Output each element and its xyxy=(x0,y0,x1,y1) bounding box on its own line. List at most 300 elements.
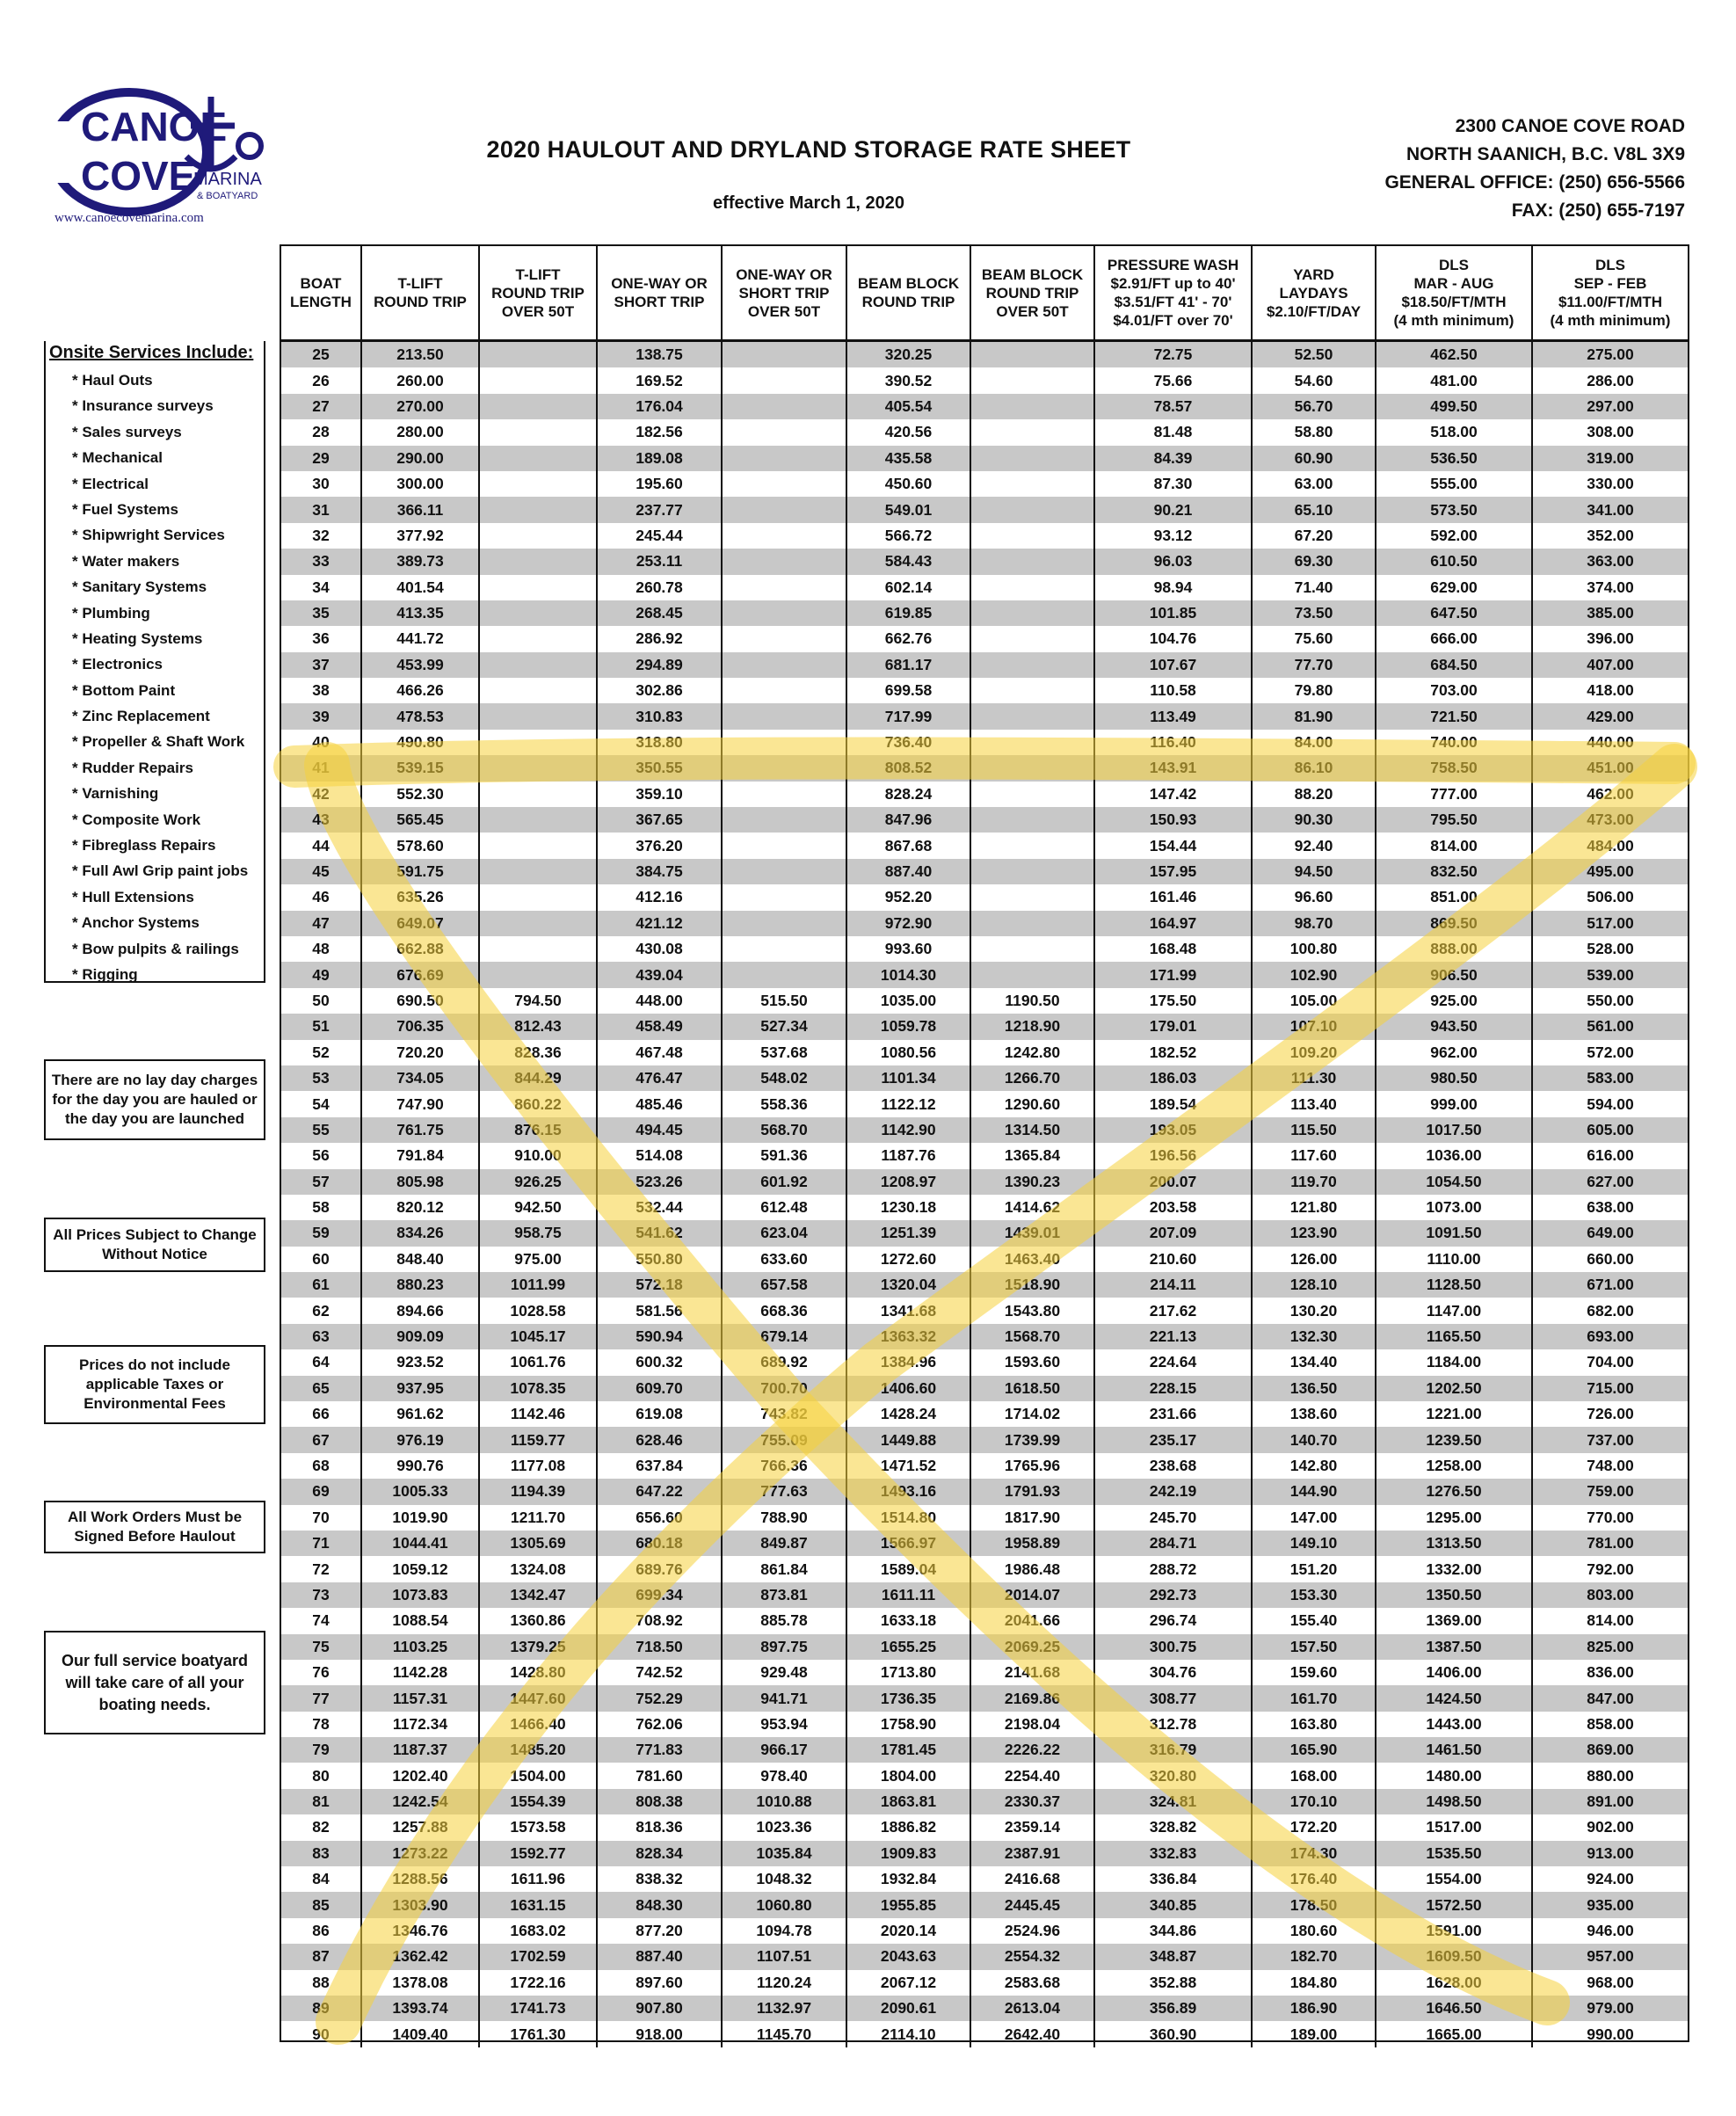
rate-cell: 316.79 xyxy=(1094,1737,1252,1763)
rate-cell: 572.00 xyxy=(1587,1043,1634,1061)
table-header-row xyxy=(281,246,1688,341)
rate-cell: 2554.32 xyxy=(970,1944,1094,1969)
column-header-line: LAYDAYS xyxy=(1279,284,1348,302)
rate-cell: 539.15 xyxy=(361,755,479,781)
table-row xyxy=(281,1531,1688,1556)
rate-cell: 834.26 xyxy=(361,1220,479,1246)
rate-cell: 734.05 xyxy=(361,1065,479,1091)
rate-cell: 1573.58 xyxy=(479,1814,597,1840)
rate-cell: 1184.00 xyxy=(1376,1349,1532,1375)
rate-cell: 740.00 xyxy=(1376,730,1532,755)
boat-length-cell: 38 xyxy=(281,678,361,703)
rate-cell: 573.50 xyxy=(1376,497,1532,522)
rate-cell: 297.00 xyxy=(1532,394,1688,419)
rate-cell: 413.35 xyxy=(361,600,479,626)
rate-cell: 1266.70 xyxy=(970,1065,1094,1091)
rate-cell: 1019.90 xyxy=(361,1505,479,1531)
column-header-line: BOAT xyxy=(300,275,342,292)
boat-length-cell: 35 xyxy=(281,600,361,626)
rate-cell: 975.00 xyxy=(479,1247,597,1272)
rate-cell: 458.49 xyxy=(597,1014,722,1039)
rate-cell xyxy=(722,703,846,729)
rate-cell: 113.40 xyxy=(1252,1091,1376,1116)
rate-cell: 476.47 xyxy=(597,1065,722,1091)
column-header xyxy=(846,246,970,341)
column-header-line: LENGTH xyxy=(290,294,352,310)
rate-cell: 869.00 xyxy=(1532,1737,1688,1763)
rate-cell: 340.85 xyxy=(1094,1892,1252,1917)
rate-cell: 186.90 xyxy=(1252,1996,1376,2021)
rate-cell xyxy=(970,341,1094,368)
rate-cell: 1172.34 xyxy=(361,1712,479,1737)
rate-cell: 867.68 xyxy=(846,833,970,858)
rate-cell: 213.50 xyxy=(361,341,479,368)
services-list xyxy=(72,367,248,987)
table-row xyxy=(281,626,1688,651)
rate-cell: 1409.40 xyxy=(361,2021,479,2047)
rate-cell: 184.80 xyxy=(1252,1970,1376,1996)
rate-cell: 73.50 xyxy=(1252,600,1376,626)
logo-boatyard: & BOATYARD xyxy=(197,191,258,201)
rate-cell: 1028.58 xyxy=(479,1298,597,1323)
rate-cell: 153.30 xyxy=(1252,1582,1376,1608)
rate-cell: 1242.80 xyxy=(970,1040,1094,1065)
rate-cell xyxy=(479,626,597,651)
rate-cell xyxy=(479,367,597,393)
rate-cell xyxy=(970,911,1094,936)
rate-cell: 367.65 xyxy=(597,807,722,833)
service-item: * Electrical xyxy=(72,475,149,492)
rate-cell: 660.00 xyxy=(1587,1249,1634,1268)
rate-cell: 203.58 xyxy=(1094,1195,1252,1220)
rate-cell: 1554.00 xyxy=(1376,1866,1532,1892)
rate-cell xyxy=(479,652,597,678)
rate-cell: 200.07 xyxy=(1094,1169,1252,1195)
rate-cell: 1424.50 xyxy=(1376,1685,1532,1711)
rate-cell: 440.00 xyxy=(1587,733,1634,752)
rate-cell: 405.54 xyxy=(846,394,970,419)
rate-cell: 302.86 xyxy=(597,678,722,703)
rate-cell: 726.00 xyxy=(1587,1405,1634,1423)
rate-cell: 473.00 xyxy=(1532,807,1688,833)
rate-cell: 2416.68 xyxy=(970,1866,1094,1892)
rate-cell: 170.10 xyxy=(1252,1789,1376,1814)
rate-cell: 123.90 xyxy=(1252,1220,1376,1246)
rate-cell: 849.87 xyxy=(722,1531,846,1556)
column-header-line: PRESSURE WASH xyxy=(1107,257,1239,273)
rate-cell: 284.71 xyxy=(1094,1531,1252,1556)
rate-cell: 308.00 xyxy=(1587,423,1634,441)
rate-cell: 910.00 xyxy=(479,1143,597,1168)
rate-cell: 637.84 xyxy=(597,1453,722,1479)
rate-cell: 360.90 xyxy=(1094,2021,1252,2047)
rate-cell xyxy=(722,497,846,522)
rate-cell: 550.80 xyxy=(597,1247,722,1272)
rate-cell: 1044.41 xyxy=(361,1531,479,1556)
rate-cell xyxy=(970,962,1094,987)
table-row xyxy=(281,730,1688,755)
table-body xyxy=(281,341,1688,2047)
table-row xyxy=(281,1349,1688,1375)
rate-cell: 748.00 xyxy=(1587,1456,1634,1474)
rate-cell xyxy=(479,962,597,987)
note-prices-change: All Prices Subject to Change Without Notice xyxy=(44,1218,265,1272)
boat-length-cell: 61 xyxy=(281,1272,361,1298)
rate-cell: 113.49 xyxy=(1094,703,1252,729)
rate-cell: 2642.40 xyxy=(970,2021,1094,2047)
rate-cell: 869.50 xyxy=(1376,911,1532,936)
rate-cell: 517.00 xyxy=(1532,911,1688,936)
column-header-line: (4 mth minimum) xyxy=(1550,312,1671,329)
rate-cell: 1514.80 xyxy=(846,1505,970,1531)
rate-cell: 1554.39 xyxy=(479,1789,597,1814)
boat-length-cell: 48 xyxy=(281,936,361,962)
rate-cell: 231.66 xyxy=(1094,1401,1252,1427)
rate-cell xyxy=(970,367,1094,393)
rate-cell: 54.60 xyxy=(1252,367,1376,393)
rate-cell: 2254.40 xyxy=(970,1763,1094,1788)
boat-length-cell: 59 xyxy=(281,1220,361,1246)
rate-cell: 84.00 xyxy=(1252,730,1376,755)
rate-cell: 165.90 xyxy=(1252,1737,1376,1763)
rate-cell xyxy=(970,600,1094,626)
rate-cell: 978.40 xyxy=(722,1763,846,1788)
rate-cell: 1655.25 xyxy=(846,1634,970,1660)
column-header xyxy=(1376,246,1532,341)
column-header-line: MAR - AUG xyxy=(1413,275,1494,292)
rate-cell: 680.18 xyxy=(597,1531,722,1556)
rate-cell: 990.76 xyxy=(361,1453,479,1479)
rate-cell xyxy=(970,755,1094,781)
table-row xyxy=(281,936,1688,962)
rate-cell: 90.30 xyxy=(1252,807,1376,833)
service-item: * Insurance surveys xyxy=(72,397,214,415)
boat-length-cell: 53 xyxy=(281,1065,361,1091)
rate-cell xyxy=(722,394,846,419)
rate-cell: 268.45 xyxy=(597,600,722,626)
rate-cell: 75.60 xyxy=(1252,626,1376,651)
rate-cell: 151.20 xyxy=(1252,1556,1376,1582)
boat-length-cell: 45 xyxy=(281,859,361,884)
rate-cell: 421.12 xyxy=(597,911,722,936)
rate-cell: 2069.25 xyxy=(970,1634,1094,1660)
rate-cell: 990.00 xyxy=(1587,2025,1634,2043)
address-block xyxy=(1384,113,1685,225)
rate-cell: 478.53 xyxy=(361,703,479,729)
rate-cell: 1665.00 xyxy=(1376,2021,1532,2047)
boat-length-cell: 68 xyxy=(281,1453,361,1479)
rate-cell: 1194.39 xyxy=(479,1479,597,1504)
rate-cell: 1406.60 xyxy=(846,1376,970,1401)
column-header-line: OVER 50T xyxy=(747,302,821,320)
rate-cell: 1142.28 xyxy=(361,1660,479,1685)
table-row xyxy=(281,575,1688,600)
rate-cell: 1593.60 xyxy=(970,1349,1094,1375)
rate-cell: 1466.40 xyxy=(479,1712,597,1737)
table-row xyxy=(281,1608,1688,1633)
rate-cell xyxy=(479,833,597,858)
rate-cell: 182.52 xyxy=(1094,1040,1252,1065)
rate-cell: 1517.00 xyxy=(1376,1814,1532,1840)
rate-cell: 2226.22 xyxy=(970,1737,1094,1763)
rate-cell: 1518.90 xyxy=(970,1272,1094,1298)
rate-cell: 993.60 xyxy=(846,936,970,962)
table-row xyxy=(281,1065,1688,1091)
rate-cell xyxy=(722,471,846,497)
rate-cell: 81.48 xyxy=(1094,419,1252,445)
boat-length-cell: 34 xyxy=(281,575,361,600)
rate-cell: 1107.51 xyxy=(722,1944,846,1969)
rate-cell: 693.00 xyxy=(1532,1324,1688,1349)
boat-length-cell: 90 xyxy=(281,2021,361,2047)
service-item: * Plumbing xyxy=(72,604,150,622)
rate-cell: 550.00 xyxy=(1587,991,1634,1009)
rate-cell: 755.09 xyxy=(722,1427,846,1452)
boat-length-cell: 51 xyxy=(281,1014,361,1039)
rate-cell xyxy=(722,833,846,858)
rate-cell xyxy=(479,600,597,626)
rate-cell: 925.00 xyxy=(1376,988,1532,1014)
column-header-line: ONE-WAY OR xyxy=(611,275,708,292)
column-header-line: T-LIFT xyxy=(515,265,561,283)
rate-cell xyxy=(970,703,1094,729)
rate-cell: 499.50 xyxy=(1376,394,1532,419)
column-header-line: ROUND TRIP xyxy=(374,294,467,310)
table-row xyxy=(281,807,1688,833)
rate-cell: 1157.31 xyxy=(361,1685,479,1711)
rate-cell: 1611.96 xyxy=(479,1866,597,1892)
rate-cell: 592.00 xyxy=(1376,523,1532,549)
rate-cell: 168.48 xyxy=(1094,936,1252,962)
boat-length-cell: 63 xyxy=(281,1324,361,1349)
page-title: 2020 HAULOUT AND DRYLAND STORAGE RATE SHEET xyxy=(486,136,1131,163)
rate-cell: 1863.81 xyxy=(846,1789,970,1814)
table-row xyxy=(281,1195,1688,1220)
rate-cell: 828.24 xyxy=(846,782,970,807)
rate-cell: 828.34 xyxy=(597,1841,722,1866)
address-phone: GENERAL OFFICE: (250) 656-5566 xyxy=(1384,172,1685,193)
rate-cell: 2387.91 xyxy=(970,1841,1094,1866)
column-header-line: $2.91/FT up to 40' xyxy=(1110,275,1236,292)
rate-cell: 662.76 xyxy=(846,626,970,651)
rate-cell: 1365.84 xyxy=(970,1143,1094,1168)
rate-cell: 253.11 xyxy=(597,549,722,574)
table-row xyxy=(281,755,1688,781)
rate-cell: 96.03 xyxy=(1094,549,1252,574)
column-header-line: SHORT TRIP xyxy=(614,294,705,310)
rate-cell: 132.30 xyxy=(1252,1324,1376,1349)
rate-cell: 1313.50 xyxy=(1376,1531,1532,1556)
rate-cell: 396.00 xyxy=(1587,629,1634,648)
rate-cell: 1257.88 xyxy=(361,1814,479,1840)
rate-cell: 69.30 xyxy=(1252,549,1376,574)
service-item: * Fuel Systems xyxy=(72,500,178,518)
rate-cell: 320.25 xyxy=(846,341,970,368)
rate-cell: 164.97 xyxy=(1094,911,1252,936)
rate-cell: 490.80 xyxy=(361,730,479,755)
table-row xyxy=(281,1324,1688,1349)
rate-cell: 207.09 xyxy=(1094,1220,1252,1246)
table-row xyxy=(281,367,1688,393)
rate-cell: 737.00 xyxy=(1532,1427,1688,1452)
rate-cell: 1932.84 xyxy=(846,1866,970,1892)
rate-cell: 923.52 xyxy=(361,1349,479,1375)
rate-cell: 178.50 xyxy=(1252,1892,1376,1917)
rate-cell: 1190.50 xyxy=(970,988,1094,1014)
rate-cell: 552.30 xyxy=(361,782,479,807)
rate-cell: 245.44 xyxy=(597,523,722,549)
column-header xyxy=(361,246,479,341)
rate-cell: 294.89 xyxy=(597,652,722,678)
rate-cell: 344.86 xyxy=(1094,1918,1252,1944)
rate-cell: 794.50 xyxy=(479,988,597,1014)
table-row xyxy=(281,1376,1688,1401)
table-row xyxy=(281,1247,1688,1272)
rate-cell: 1341.68 xyxy=(846,1298,970,1323)
rate-cell: 2198.04 xyxy=(970,1712,1094,1737)
rate-cell: 690.50 xyxy=(361,988,479,1014)
boat-length-cell: 56 xyxy=(281,1143,361,1168)
rate-cell: 907.80 xyxy=(597,1996,722,2021)
boat-length-cell: 83 xyxy=(281,1841,361,1866)
rate-cell: 515.50 xyxy=(722,988,846,1014)
rate-cell: 1177.08 xyxy=(479,1453,597,1479)
rate-cell: 647.50 xyxy=(1376,600,1532,626)
table-row xyxy=(281,1996,1688,2021)
column-header xyxy=(479,246,597,341)
rate-cell: 937.95 xyxy=(361,1376,479,1401)
boat-length-cell: 27 xyxy=(281,394,361,419)
boat-length-cell: 85 xyxy=(281,1892,361,1917)
boat-length-cell: 43 xyxy=(281,807,361,833)
rate-cell: 1485.20 xyxy=(479,1737,597,1763)
rate-cell: 913.00 xyxy=(1532,1841,1688,1866)
rate-cell: 668.36 xyxy=(722,1298,846,1323)
rate-cell: 958.75 xyxy=(479,1220,597,1246)
rate-cell: 210.60 xyxy=(1094,1247,1252,1272)
rate-cell: 568.70 xyxy=(722,1117,846,1143)
rate-cell: 752.29 xyxy=(597,1685,722,1711)
boat-length-cell: 62 xyxy=(281,1298,361,1323)
rate-cell: 228.15 xyxy=(1094,1376,1252,1401)
rate-cell: 52.50 xyxy=(1252,341,1376,368)
rate-cell xyxy=(479,549,597,574)
boat-length-cell: 66 xyxy=(281,1401,361,1427)
rate-cell: 100.80 xyxy=(1252,936,1376,962)
table-row xyxy=(281,884,1688,910)
rate-cell: 484.00 xyxy=(1587,836,1634,854)
rate-cell: 94.50 xyxy=(1252,859,1376,884)
rate-cell: 105.00 xyxy=(1252,988,1376,1014)
rate-cell: 2524.96 xyxy=(970,1918,1094,1944)
rate-cell: 1272.60 xyxy=(846,1247,970,1272)
boat-length-cell: 69 xyxy=(281,1479,361,1504)
rate-cell: 747.90 xyxy=(361,1091,479,1116)
service-item: * Shipwright Services xyxy=(72,527,225,544)
rate-cell: 1273.22 xyxy=(361,1841,479,1866)
rate-cell: 275.00 xyxy=(1532,341,1688,368)
rate-cell: 1091.50 xyxy=(1376,1220,1532,1246)
rate-cell: 217.62 xyxy=(1094,1298,1252,1323)
rate-cell: 318.80 xyxy=(597,730,722,755)
rate-cell: 961.62 xyxy=(361,1401,479,1427)
rate-cell: 92.40 xyxy=(1252,833,1376,858)
rate-cell: 1428.80 xyxy=(479,1660,597,1685)
rate-cell: 385.00 xyxy=(1532,600,1688,626)
rate-cell: 647.22 xyxy=(597,1479,722,1504)
rate-cell xyxy=(722,859,846,884)
rate-cell: 897.75 xyxy=(722,1634,846,1660)
effective-date: effective March 1, 2020 xyxy=(713,193,904,213)
rate-cell: 1498.50 xyxy=(1376,1789,1532,1814)
rate-cell: 1187.76 xyxy=(846,1143,970,1168)
rate-cell: 374.00 xyxy=(1587,578,1634,596)
rate-cell: 462.50 xyxy=(1376,341,1532,368)
rate-cell: 682.00 xyxy=(1587,1301,1634,1320)
table-row xyxy=(281,703,1688,729)
rate-cell: 558.36 xyxy=(722,1091,846,1116)
rate-cell: 260.78 xyxy=(597,575,722,600)
rate-cell xyxy=(970,394,1094,419)
rate-cell: 2043.63 xyxy=(846,1944,970,1969)
rate-cell: 1428.24 xyxy=(846,1401,970,1427)
rate-cell: 1159.77 xyxy=(479,1427,597,1452)
column-header xyxy=(1252,246,1376,341)
column-header-line: ROUND TRIP xyxy=(491,284,585,302)
rate-cell: 176.04 xyxy=(597,394,722,419)
rate-cell: 412.16 xyxy=(597,884,722,910)
boat-length-cell: 65 xyxy=(281,1376,361,1401)
rate-cell: 1145.70 xyxy=(722,2021,846,2047)
rate-cell: 715.00 xyxy=(1532,1376,1688,1401)
rate-cell: 332.83 xyxy=(1094,1841,1252,1866)
rate-cell: 909.09 xyxy=(361,1324,479,1349)
rate-cell: 777.00 xyxy=(1376,782,1532,807)
rate-cell: 1722.16 xyxy=(479,1970,597,1996)
rate-cell xyxy=(479,446,597,471)
boat-length-cell: 71 xyxy=(281,1531,361,1556)
rate-cell: 312.78 xyxy=(1094,1712,1252,1737)
rate-cell xyxy=(970,884,1094,910)
note-boatyard: Our full service boatyard will take care of all your boating needs. xyxy=(44,1631,265,1734)
rate-cell: 1628.00 xyxy=(1376,1970,1532,1996)
table-row xyxy=(281,1634,1688,1660)
rate-cell: 880.00 xyxy=(1587,1766,1634,1785)
rate-cell: 182.56 xyxy=(597,419,722,445)
rate-cell xyxy=(479,911,597,936)
rate-cell: 163.80 xyxy=(1252,1712,1376,1737)
rate-cell: 154.44 xyxy=(1094,833,1252,858)
boat-length-cell: 80 xyxy=(281,1763,361,1788)
rate-cell: 962.00 xyxy=(1376,1040,1532,1065)
rate-cell xyxy=(722,807,846,833)
boat-length-cell: 86 xyxy=(281,1918,361,1944)
rate-cell: 1218.90 xyxy=(970,1014,1094,1039)
rate-cell: 602.14 xyxy=(846,575,970,600)
rate-cell: 336.84 xyxy=(1094,1866,1252,1892)
rate-cell: 847.00 xyxy=(1532,1685,1688,1711)
rate-cell: 260.00 xyxy=(361,367,479,393)
boat-length-cell: 32 xyxy=(281,523,361,549)
rate-cell xyxy=(970,678,1094,703)
boat-length-cell: 57 xyxy=(281,1169,361,1195)
rate-cell: 656.60 xyxy=(597,1505,722,1531)
rate-cell: 583.00 xyxy=(1532,1065,1688,1091)
rate-cell: 966.17 xyxy=(722,1737,846,1763)
rate-cell: 584.43 xyxy=(846,549,970,574)
boat-length-cell: 81 xyxy=(281,1789,361,1814)
rate-cell: 1036.00 xyxy=(1376,1143,1532,1168)
